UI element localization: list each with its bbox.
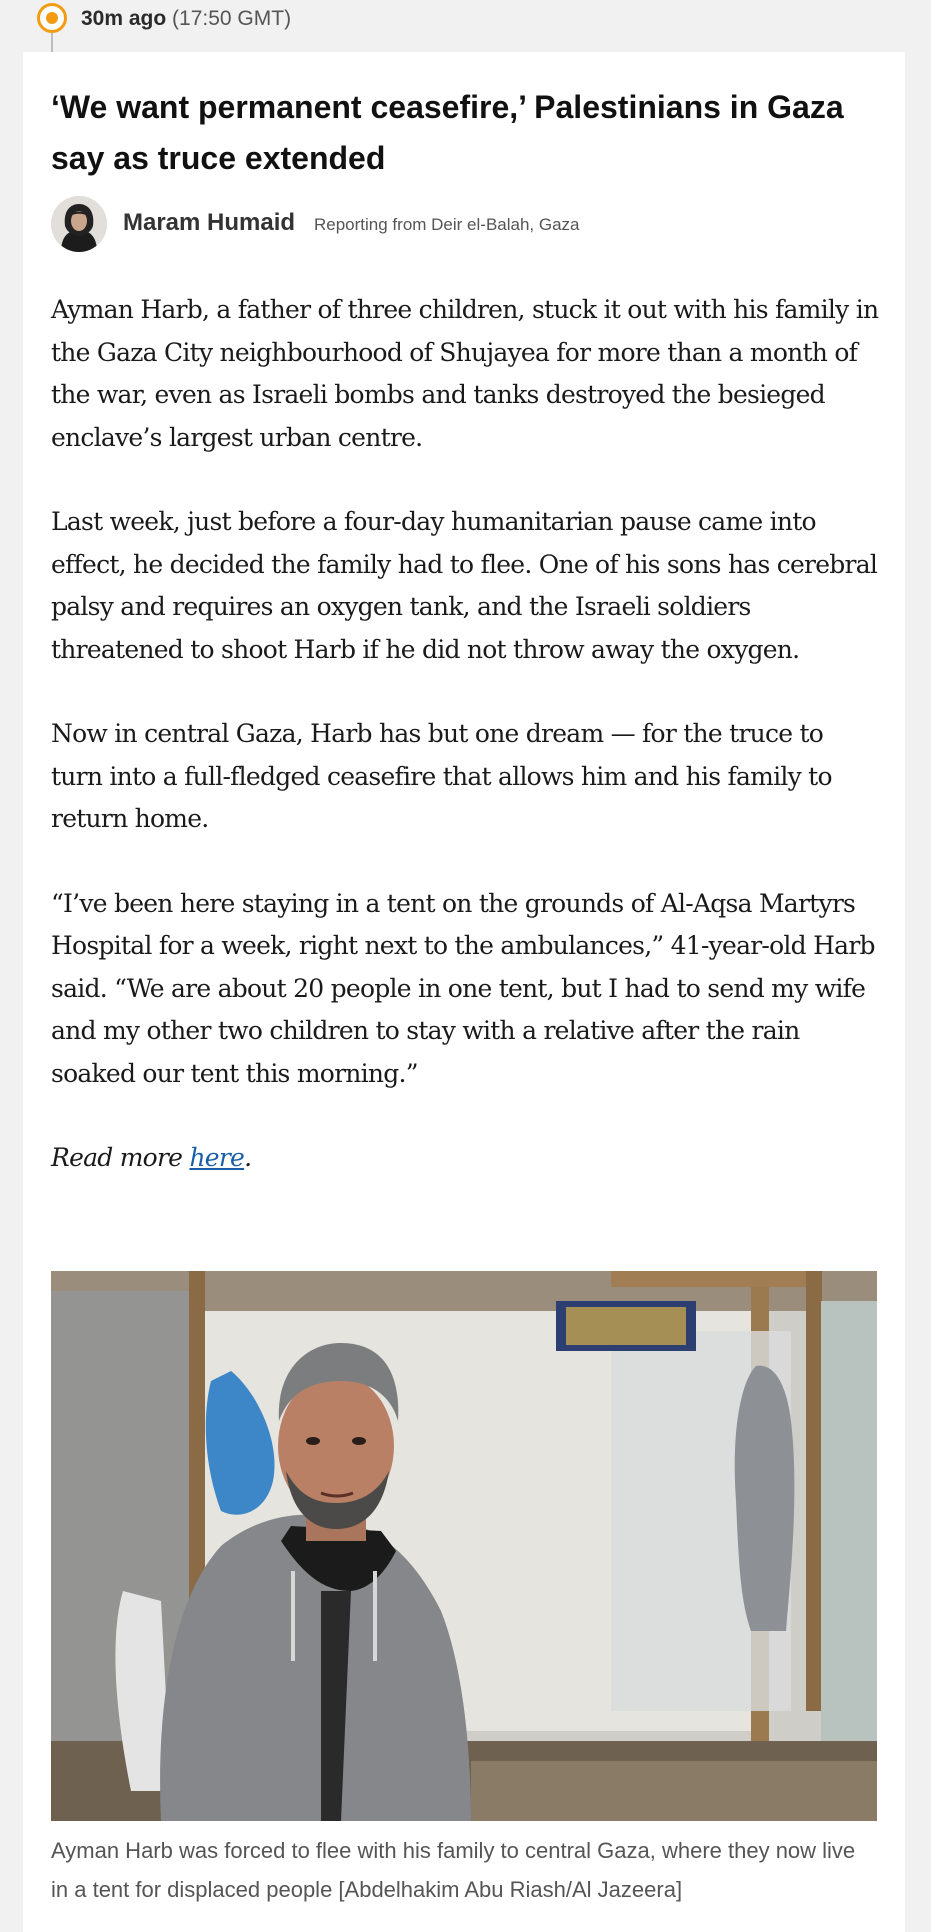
- photo-illustration: [51, 1271, 877, 1821]
- post-headline: ‘We want permanent ceasefire,’ Palestinians in Gaza say as truce extended: [51, 89, 844, 176]
- author-byline: [51, 196, 877, 256]
- photo-caption: Ayman Harb was forced to flee with his family to central Gaza, where they now live in a tent for displaced people [Abdelhakim Abu Riash/Al Jazeera]: [51, 1838, 856, 1902]
- author-name[interactable]: Maram Humaid: [123, 209, 296, 236]
- read-more-link[interactable]: here: [189, 1143, 245, 1172]
- read-more-line: [51, 1137, 879, 1180]
- paragraph: “I’ve been here staying in a tent on the grounds of Al-Aqsa Martyrs Hospital for a week, right next to the ambulances,” 41-year-old Harb said. “We are about 20 people in one tent, but I had to send my wife and my other two children to stay with a relative after the rain soaked our tent this morning.”: [51, 888, 875, 1088]
- paragraph: Ayman Harb, a father of three children, stuck it out with his family in the Gaza City neighbourhood of Shujayea for more than a month of the war, even as Israeli bombs and tanks destroyed the besieged enclave’s largest urban centre.: [51, 295, 879, 452]
- post-timestamp: [81, 6, 291, 32]
- timeline-line: [51, 30, 53, 52]
- live-blog-card: [23, 52, 905, 1932]
- read-more-suffix: .: [244, 1143, 252, 1172]
- time-gmt: (17:50 GMT): [172, 7, 292, 30]
- post-body: [51, 289, 879, 1222]
- paragraph: Now in central Gaza, Harb has but one dream — for the truce to turn into a full-fledged ceasefire that allows him and his family to return home.: [51, 719, 832, 833]
- read-more-prefix: Read more: [51, 1143, 190, 1172]
- author-avatar[interactable]: [51, 196, 107, 252]
- time-ago: 30m ago: [81, 7, 167, 30]
- paragraph: Last week, just before a four-day humanitarian pause came into effect, he decided the family had to flee. One of his sons has cerebral palsy and requires an oxygen tank, and the Israeli soldiers threatened to shoot Harb if he did not throw away the oxygen.: [51, 507, 878, 664]
- author-location: Reporting from Deir el-Balah, Gaza: [314, 215, 580, 234]
- timeline-header: [0, 0, 931, 52]
- avatar-portrait-icon: [51, 196, 107, 252]
- timeline-dot-icon: [37, 3, 67, 33]
- article-photo[interactable]: [51, 1271, 877, 1821]
